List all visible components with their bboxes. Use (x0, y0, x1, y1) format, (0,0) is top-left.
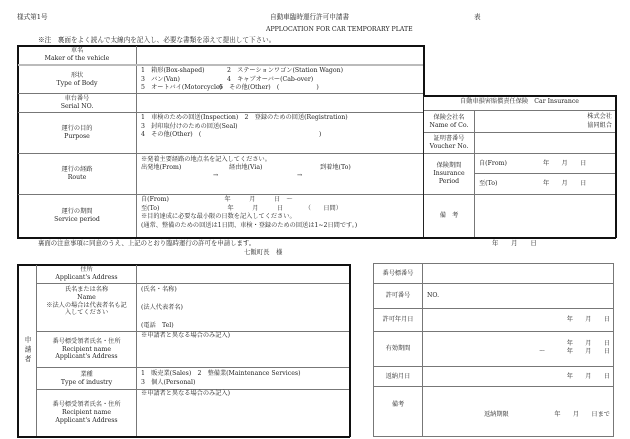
applicant-address-label-ja: 住所 (80, 266, 93, 274)
purpose-option-4[interactable]: 4 その他(Other) ( ) (141, 131, 322, 138)
recipient2-label-en: Applicant's Address (55, 416, 118, 424)
applicant-name-label (37, 284, 136, 319)
valid-to-ymd: 年 月 日 (566, 348, 610, 355)
kyodo-kumiai: 協同組合 (587, 121, 612, 129)
applicant-side-text: 申請者 (23, 336, 32, 365)
purpose-option-1-2[interactable]: 1 車検のための回送(Inspection) 2 登録のための回送(Registration) (141, 114, 348, 121)
applicant-name-label-en: Name (77, 293, 96, 301)
office-remarks-input[interactable] (423, 387, 613, 436)
body-type-field[interactable] (137, 66, 423, 93)
purpose-field[interactable] (137, 113, 423, 153)
insurance-to-date: 年 月 日 (543, 180, 587, 187)
table-border (423, 95, 616, 97)
insurance-remarks-input[interactable] (475, 195, 615, 237)
route-arrow-icon: → (213, 172, 219, 179)
applicant-address-input[interactable] (137, 265, 349, 283)
return-deadline-ymd: 年 月 日まで (554, 411, 610, 418)
purpose-label-en: Purpose (64, 133, 90, 140)
permit-no-prefix: NO. (427, 292, 440, 299)
plate-number-label: 番号標番号 (382, 269, 414, 277)
voucher-label-en: Voucher No. (429, 143, 469, 150)
recipient-label-en: Applicant's Address (55, 353, 118, 361)
serial-label (18, 94, 136, 112)
form-note: ※注 裏面をよく読んで太線内を記入し、必要な書類を添えて提出して下さい。 (38, 36, 276, 44)
office-remarks-label: 備考 (391, 400, 405, 408)
insurance-to-label: 至(To) (479, 180, 498, 187)
insurance-from-date: 年 月 日 (543, 160, 587, 167)
body-option-5[interactable]: 5 オートバイ(Motorcycle) (141, 84, 223, 91)
body-option-3[interactable]: 3 バン(Van) (141, 75, 180, 83)
serial-input[interactable] (137, 94, 423, 112)
applicant-name-input[interactable]: (氏名・名称) (141, 286, 177, 293)
body-option-6[interactable]: 6 その他(Other) ( ) (219, 84, 319, 91)
insurance-from-label: 自(From) (479, 160, 507, 167)
valid-from-ymd: 年 月 日 (566, 340, 610, 347)
table-border (17, 436, 350, 438)
applicant-side-label (18, 265, 36, 436)
insurance-company-label (424, 111, 474, 132)
recipient2-note: ※申請者と異なる場合のみ記入) (141, 390, 231, 397)
recipient-label (37, 332, 136, 367)
addressee: 七飯町長 様 (244, 248, 283, 256)
purpose-label (18, 113, 136, 153)
period-label-ja: 運行の期間 (61, 208, 93, 216)
representative-name-input[interactable]: (法人代表者名) (141, 304, 183, 311)
body-option-4[interactable]: 4 キャブオーバー(Cab-over) (227, 75, 314, 83)
valid-period-input[interactable] (423, 332, 613, 366)
route-via-label: 経由地(Via) (229, 164, 263, 171)
insurance-period-label-ja: 保険期間 (436, 162, 462, 170)
route-label-en: Route (67, 174, 87, 181)
applicant-address-label (37, 265, 136, 283)
applicant-address-label-en: Applicant's Address (55, 274, 118, 281)
recipient2-field[interactable] (137, 390, 349, 436)
applicant-name-note: ※法人の場合は代表者名も記 (46, 301, 127, 309)
recipient2-label (37, 390, 136, 436)
insurance-period-label (424, 154, 474, 194)
form-title-en: APPLOCATION FOR CAR TEMPORARY PLATE (266, 26, 413, 33)
body-type-label-ja: 形状 (70, 71, 84, 79)
permit-number-label: 許可番号 (385, 292, 411, 300)
insurance-to-field[interactable] (475, 174, 615, 194)
industry-option-3[interactable]: 3 個人(Personal) (141, 378, 196, 386)
declaration-text: 裏面の注意事項に同意のうえ、上記のとおり臨時運行の許可を申請します。 (38, 239, 256, 247)
form-title-ja: 自動車臨時運行許可申請書 (270, 13, 350, 21)
industry-field[interactable] (137, 368, 349, 389)
declaration-date: 年 月 日 (492, 239, 537, 247)
industry-label (37, 368, 136, 389)
maker-label (18, 46, 136, 64)
recipient-note: ※申請者と異なる場合のみ記入) (141, 332, 231, 339)
purpose-option-3[interactable]: 3 封印取付けのための回送(Seal) (141, 122, 238, 130)
route-note: ※発着主要経路の地点名を記入してください。 (141, 156, 271, 163)
route-label-ja: 運行の経路 (61, 166, 93, 174)
route-to-label: 到着地(To) (320, 164, 351, 171)
period-label-en: Service period (54, 216, 100, 223)
industry-label-en: Type of industry (60, 378, 113, 386)
period-note-detail: (通常、整備のための回送は1日間、車検・登録のための回送は1~2日間です。) (141, 221, 358, 229)
recipient-label-ja: 番号標受領者氏名・住所 (52, 337, 121, 345)
return-date-input[interactable] (423, 367, 613, 386)
insurance-company-label-ja: 保険会社名 (433, 113, 465, 121)
permit-date-ymd: 年 月 日 (566, 316, 610, 323)
body-type-label-en: Type of Body (56, 79, 98, 87)
insurance-period-label-en: Insurance (433, 170, 465, 178)
body-option-2[interactable]: 2 ステーションワゴン(Station Wagon) (227, 67, 344, 74)
recipient2-label-en: Recipient name (61, 409, 111, 417)
permit-date-input[interactable] (423, 309, 613, 331)
period-field[interactable] (137, 195, 423, 237)
plate-number-input[interactable] (423, 264, 613, 283)
recipient-label-en: Recipient name (61, 345, 111, 353)
table-border (349, 264, 351, 437)
form-number: 様式第1号 (17, 13, 48, 21)
tilde-separator: ～ (539, 348, 546, 355)
phone-input[interactable]: (電話 Tel) (141, 322, 174, 329)
table-border (423, 45, 425, 96)
insurance-company-label-en: Name of Co. (429, 121, 469, 129)
insurance-from-field[interactable] (475, 154, 615, 173)
route-from-label: 出発地(From) (141, 164, 182, 171)
applicant-name-note: 入してください (64, 309, 109, 317)
permit-date-label: 許可年月日 (382, 316, 414, 324)
voucher-label (424, 133, 474, 153)
period-from[interactable]: 自(From) 年 月 日 ～ (141, 196, 293, 203)
return-date-label: 返納月日 (385, 372, 411, 380)
maker-label-ja: 車名 (70, 47, 84, 55)
voucher-label-ja: 証明書番号 (433, 135, 465, 143)
applicant-name-label-ja: 氏名または名称 (64, 286, 109, 293)
return-date-ymd: 年 月 日 (566, 373, 610, 380)
serial-label-en: Serial NO. (60, 103, 94, 110)
insurance-title: 自動車損害賠償責任保険 Car Insurance (460, 98, 579, 105)
route-field[interactable] (137, 154, 423, 194)
recipient-field[interactable] (137, 332, 349, 367)
industry-option-1-2[interactable]: 1 販売業(Sales) 2 整備業(Maintenance Services) (141, 370, 301, 377)
serial-label-ja: 車台番号 (64, 95, 90, 103)
side-indicator: 表 (474, 13, 481, 21)
route-label (18, 154, 136, 194)
period-note: ※目的達成に必要な最小限の日数を記入してください。 (141, 213, 296, 220)
maker-input[interactable] (137, 46, 423, 64)
table-border (615, 95, 617, 238)
valid-period-label: 有効期間 (385, 345, 411, 353)
route-arrow-icon: → (297, 172, 303, 179)
maker-label-en: Maker of the vehicle (44, 55, 110, 62)
permit-number-input[interactable] (423, 284, 613, 308)
body-type-label (18, 66, 136, 93)
period-label (18, 195, 136, 237)
recipient2-label-ja: 番号標受領者氏名・住所 (52, 401, 121, 409)
insurance-remarks-label: 備 考 (439, 212, 459, 220)
body-option-1[interactable]: 1 箱形(Box-shaped) (141, 67, 205, 74)
purpose-label-ja: 運行の目的 (61, 125, 93, 133)
industry-label-ja: 業種 (80, 370, 93, 378)
kabushiki-kaisha: 株式会社 (587, 113, 612, 120)
return-deadline-label: 返納期限 (484, 411, 509, 418)
voucher-input[interactable] (475, 133, 615, 153)
insurance-company-input[interactable] (475, 111, 615, 132)
applicant-name-field[interactable] (137, 284, 349, 331)
period-to[interactable]: 至(To) 年 月 日 （ 日間） (141, 204, 342, 212)
insurance-period-label-en: Period (438, 177, 460, 185)
